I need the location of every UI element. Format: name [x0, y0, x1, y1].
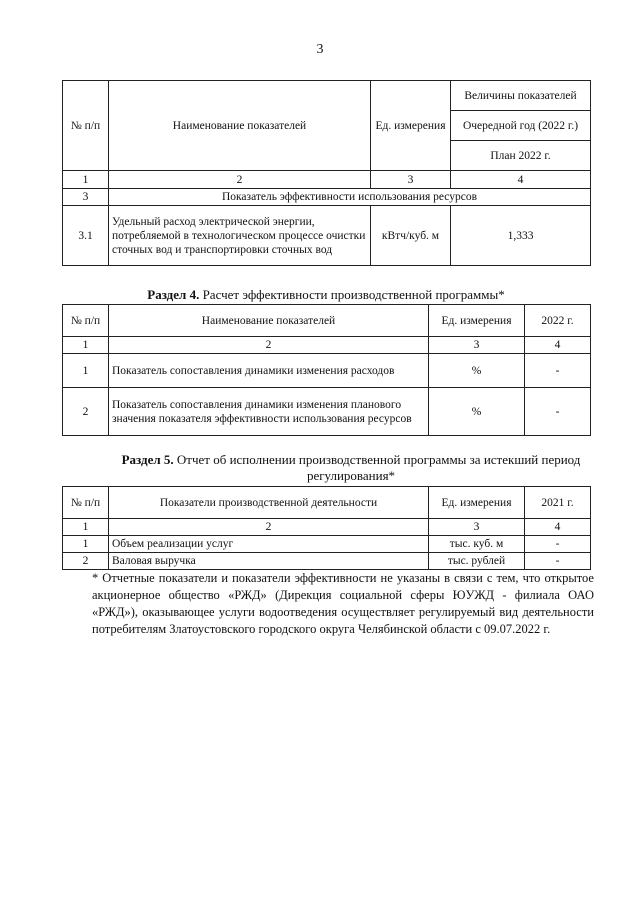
col-number: 1 [63, 171, 109, 189]
header-next-year: Очередной год (2022 г.) [451, 111, 591, 141]
header-unit: Ед. измерения [429, 487, 525, 519]
section4-heading-bold: Раздел 4. [147, 287, 200, 302]
header-name: Наименование показателей [109, 81, 371, 171]
header-year: 2022 г. [525, 305, 591, 337]
section4-heading [62, 287, 590, 303]
row-num: 2 [63, 553, 109, 570]
header-name: Показатели производственной деятельности [109, 487, 429, 519]
col-number: 2 [109, 337, 429, 354]
row-name: Валовая выручка [109, 553, 429, 570]
row-unit: тыс. куб. м [429, 536, 525, 553]
header-num: № п/п [63, 487, 109, 519]
footnote: * Отчетные показатели и показатели эффективности не указаны в связи с тем, что открытое акционерное общество «РЖД» (Дирекция социальной сферы ЮУЖД - филиала ОАО «РЖД»), оказывающее услуги водоотведения осуществляет регулируемый вид деятельности потребителям Златоустовского городского округа Челябинской области с 09.07.2022 г. [92, 571, 594, 636]
header-num: № п/п [63, 305, 109, 337]
section-title: Показатель эффективности использования ресурсов [109, 189, 591, 206]
col-number: 4 [525, 519, 591, 536]
header-values-group: Величины показателей [451, 81, 591, 111]
section5-heading-bold: Раздел 5. [121, 452, 174, 467]
page-number: 3 [316, 42, 324, 57]
row-value: 1,333 [451, 206, 591, 266]
col-number: 3 [371, 171, 451, 189]
row-num: 3.1 [63, 206, 109, 266]
row-name: Объем реализации услуг [109, 536, 429, 553]
col-number: 3 [429, 337, 525, 354]
row-name: Удельный расход электрической энергии, потребляемой в технологическом процессе очистки сточных вод и транспортировки сточных вод [109, 206, 371, 266]
col-number: 2 [109, 519, 429, 536]
header-num: № п/п [63, 81, 109, 171]
row-value: - [525, 354, 591, 388]
row-value: - [525, 536, 591, 553]
header-year: 2021 г. [525, 487, 591, 519]
row-unit: кВтч/куб. м [371, 206, 451, 266]
row-num: 2 [63, 388, 109, 436]
header-unit: Ед. измерения [371, 81, 451, 171]
header-unit: Ед. измерения [429, 305, 525, 337]
col-number: 4 [451, 171, 591, 189]
col-number: 2 [109, 171, 371, 189]
section4-heading-text: Расчет эффективности производственной программы* [199, 287, 505, 302]
col-number: 1 [63, 337, 109, 354]
row-name: Показатель сопоставления динамики изменения расходов [109, 354, 429, 388]
section5-heading [112, 452, 590, 484]
col-number: 4 [525, 337, 591, 354]
section5-heading-text: Отчет об исполнении производственной программы за истекший период регулирования* [173, 452, 581, 483]
section-num: 3 [63, 189, 109, 206]
row-unit: % [429, 388, 525, 436]
header-plan: План 2022 г. [451, 141, 591, 171]
table-row [63, 536, 591, 553]
row-num: 1 [63, 354, 109, 388]
table-row [63, 206, 591, 266]
row-unit: % [429, 354, 525, 388]
row-name: Показатель сопоставления динамики изменения планового значения показателя эффективности использования ресурсов [109, 388, 429, 436]
col-number: 1 [63, 519, 109, 536]
row-num: 1 [63, 536, 109, 553]
table-row [63, 388, 591, 436]
section4-table [62, 304, 591, 436]
section5-table [62, 486, 591, 570]
indicators-table [62, 80, 591, 266]
row-value: - [525, 388, 591, 436]
table-row [63, 553, 591, 570]
row-value: - [525, 553, 591, 570]
row-unit: тыс. рублей [429, 553, 525, 570]
table-row [63, 354, 591, 388]
header-name: Наименование показателей [109, 305, 429, 337]
col-number: 3 [429, 519, 525, 536]
